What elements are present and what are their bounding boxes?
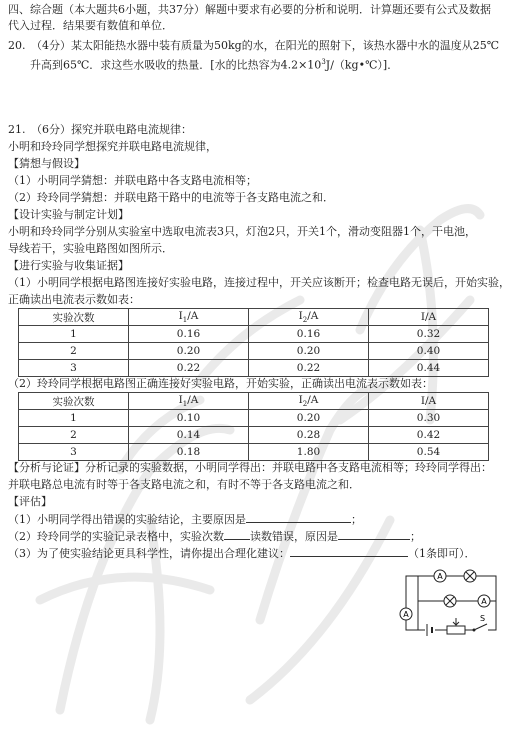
header-i1: $I_1/A$ (129, 309, 249, 326)
heading-design: 【设计实验与制定计划】 (8, 208, 129, 221)
eval-1: （1）小明同学得出错误的实验结论，主要原因是 ； (8, 513, 362, 526)
table-header-row (19, 309, 489, 326)
header-i: I/A (369, 309, 489, 326)
table-row: 3 0.22 0.22 0.44 (19, 360, 489, 377)
guess-2: （2）玲玲同学猜想：并联电路干路中的电流等于各支路电流之和． (8, 191, 334, 204)
header-i2: $I_2/A$ (249, 309, 369, 326)
answer-blank-2[interactable] (224, 528, 250, 540)
heading-analysis: 【分析与论证】 (8, 461, 85, 474)
analysis-line1: 【分析与论证】分析记录的实验数据，小明同学得出：并联电路中各支路电流相等；玲玲同学得出： (8, 461, 492, 474)
analysis-line2: 并联电路总电流有时等于各支路电流之和，有时不等于各支路电流之和． (8, 478, 360, 491)
ammeter-main (400, 608, 412, 620)
battery-icon (425, 624, 435, 636)
answer-blank-1[interactable] (246, 511, 351, 523)
section-header: 四、综合题（本大题共6小题，共37分）解题中要求有必要的分析和说明．计算题还要有公式及数据 (8, 3, 491, 16)
ammeter-top (434, 570, 446, 582)
table-row: 1 0.10 0.20 0.30 (19, 410, 489, 427)
q20-line2-b: J/（kg•℃）]． (325, 58, 399, 72)
table-header-row (19, 393, 489, 410)
answer-blank-3[interactable] (338, 528, 410, 540)
table-row: 1 0.16 0.16 0.32 (19, 326, 489, 343)
lamp-middle-icon (444, 595, 456, 607)
rheostat-icon (447, 618, 465, 634)
switch-label: S (480, 614, 486, 623)
table-row: 2 0.14 0.28 0.42 (19, 427, 489, 444)
eval-2: （2）玲玲同学的实验记录表格中，实验次数 读数错误，原因是 ； (8, 530, 421, 543)
q20-line2 (30, 55, 398, 73)
svg-text:A: A (403, 610, 409, 619)
table-xiaoming (18, 308, 489, 377)
heading-evaluation: 【评估】 (8, 495, 52, 508)
design-line2: 导线若干，实验电路图如图所示． (8, 242, 173, 255)
svg-text:A: A (481, 597, 487, 606)
answer-blank-4[interactable] (290, 545, 408, 557)
header-i1: $I_1/A$ (129, 393, 249, 410)
heading-experiment: 【进行实验与收集证据】 (8, 259, 129, 272)
heading-guess: 【猜想与假设】 (8, 157, 85, 170)
switch-icon (473, 624, 488, 635)
lamp-top-icon (464, 570, 476, 582)
design-line1: 小明和玲玲同学分别从实验室中选取电流表3只，灯泡2只，开关1个，滑动变阻器1个，干电池， (8, 225, 476, 238)
q20-line1: 20. （4分）某太阳能热水器中装有质量为50kg的水，在阳光的照射下，该热水器中水的温度从25℃ (8, 39, 499, 52)
experiment-1a: （1）小明同学根据电路图连接好实验电路，连接过程中，开关应该断开；检查电路无误后，开始实验， (8, 276, 510, 289)
ammeter-right (478, 595, 490, 607)
experiment-1b: 正确读出电流表示数如表： (8, 293, 140, 306)
circuit-diagram (392, 566, 510, 638)
header-trial: 实验次数 (19, 309, 129, 326)
section-header-cont: 代入过程．结果要有数值和单位． (8, 19, 173, 32)
q21-intro: 小明和玲玲同学想探究并联电路电流规律， (8, 140, 217, 153)
eval-3: （3）为了使实验结论更具科学性，请你提出合理化建议： （1条即可）． (8, 547, 476, 560)
q20-exponent: 3 (321, 58, 326, 66)
header-i: I/A (369, 393, 489, 410)
q21-title: 21. （6分）探究并联电路电流规律： (8, 123, 192, 136)
table-row: 3 0.18 1.80 0.54 (19, 444, 489, 461)
experiment-2: （2）玲玲同学根据电路图正确连接好实验电路，开始实验，正确读出电流表示数如表： (8, 377, 433, 390)
table-row: 2 0.20 0.20 0.40 (19, 343, 489, 360)
svg-text:A: A (437, 572, 443, 581)
header-trial: 实验次数 (19, 393, 129, 410)
guess-1: （1）小明同学猜想：并联电路中各支路电流相等； (8, 174, 257, 187)
header-i2: $I_2/A$ (249, 393, 369, 410)
table-lingling (18, 392, 489, 461)
q20-line2-a: 升高到65℃．求这些水吸收的热量．[水的比热容为4.2×10 (30, 58, 322, 72)
